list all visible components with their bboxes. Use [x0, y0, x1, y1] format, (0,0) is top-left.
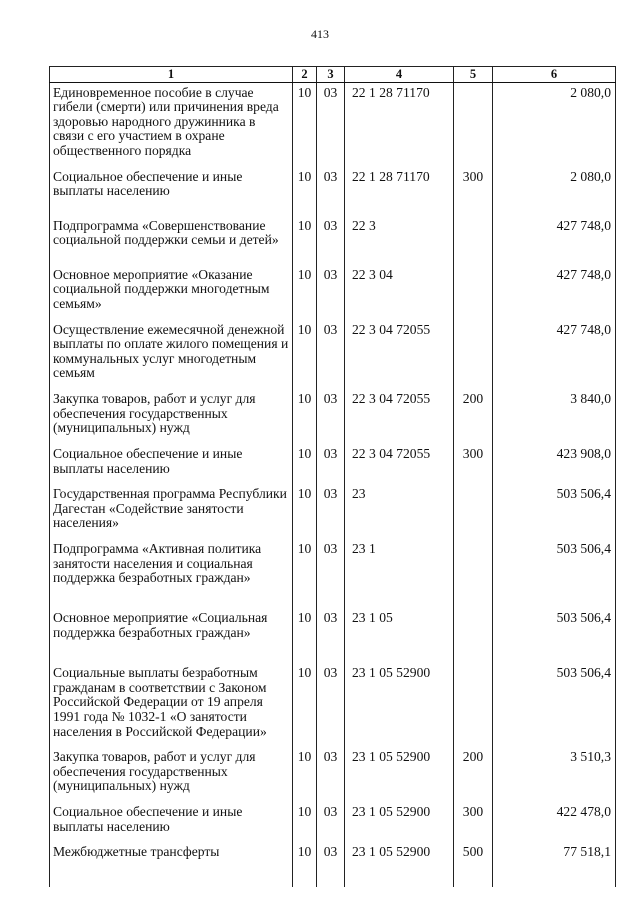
- row-subsection: 03: [317, 794, 345, 834]
- row-target-code: 23 1: [345, 531, 454, 600]
- table-row: [50, 476, 616, 531]
- row-target-code: 23 1 05 52900: [345, 834, 454, 887]
- header-col-3: 3: [317, 67, 345, 83]
- row-subsection: 03: [317, 159, 345, 208]
- row-target-code: 22 3: [345, 208, 454, 257]
- row-name: Социальные выплаты безработным гражданам в соответствии с Законом Российской Федерации от 19 апреля 1991 года № 1032-1 «О занятости населения в Российской Федерации»: [50, 655, 293, 739]
- row-target-code: 23: [345, 476, 454, 531]
- row-section: 10: [293, 436, 317, 476]
- row-name: Подпрограмма «Активная политика занятости населения и социальная поддержка безработных граждан»: [50, 531, 293, 600]
- row-expense-type: [454, 312, 493, 381]
- row-section: 10: [293, 834, 317, 887]
- row-expense-type: [454, 82, 493, 158]
- row-expense-type: 300: [454, 794, 493, 834]
- row-expense-type: 500: [454, 834, 493, 887]
- row-target-code: 22 1 28 71170: [345, 82, 454, 158]
- row-name: Единовременное пособие в случае гибели (смерти) или причинения вреда здоровью народного дружинника в связи с его участием в охране общественного порядка: [50, 82, 293, 158]
- table-row: [50, 655, 616, 739]
- row-expense-type: 300: [454, 159, 493, 208]
- table-row: [50, 436, 616, 476]
- row-amount: 3 840,0: [493, 381, 616, 436]
- header-row: [50, 67, 616, 83]
- row-section: 10: [293, 531, 317, 600]
- row-amount: 503 506,4: [493, 655, 616, 739]
- row-name: Основное мероприятие «Оказание социальной поддержки многодетным семьям»: [50, 257, 293, 312]
- table-row: [50, 257, 616, 312]
- row-expense-type: 200: [454, 381, 493, 436]
- row-amount: 422 478,0: [493, 794, 616, 834]
- table-row: [50, 739, 616, 794]
- row-subsection: 03: [317, 436, 345, 476]
- header-col-1: 1: [50, 67, 293, 83]
- row-target-code: 22 3 04 72055: [345, 312, 454, 381]
- table-row: [50, 208, 616, 257]
- table-row: [50, 531, 616, 600]
- row-subsection: 03: [317, 476, 345, 531]
- row-amount: 2 080,0: [493, 159, 616, 208]
- row-name: Закупка товаров, работ и услуг для обеспечения государственных (муниципальных) нужд: [50, 739, 293, 794]
- page-number: 413: [311, 27, 329, 41]
- row-amount: 503 506,4: [493, 600, 616, 655]
- table-row: [50, 834, 616, 887]
- row-section: 10: [293, 159, 317, 208]
- row-target-code: 23 1 05 52900: [345, 794, 454, 834]
- row-section: 10: [293, 739, 317, 794]
- row-target-code: 23 1 05 52900: [345, 655, 454, 739]
- row-section: 10: [293, 208, 317, 257]
- row-section: 10: [293, 476, 317, 531]
- row-amount: 427 748,0: [493, 257, 616, 312]
- row-name: Основное мероприятие «Социальная поддержка безработных граждан»: [50, 600, 293, 655]
- row-section: 10: [293, 794, 317, 834]
- row-expense-type: [454, 531, 493, 600]
- row-expense-type: 200: [454, 739, 493, 794]
- row-target-code: 23 1 05: [345, 600, 454, 655]
- table-row: [50, 312, 616, 381]
- row-subsection: 03: [317, 739, 345, 794]
- row-target-code: 22 1 28 71170: [345, 159, 454, 208]
- row-amount: 503 506,4: [493, 476, 616, 531]
- row-subsection: 03: [317, 655, 345, 739]
- row-target-code: 22 3 04 72055: [345, 436, 454, 476]
- row-target-code: 22 3 04 72055: [345, 381, 454, 436]
- header-col-5: 5: [454, 67, 493, 83]
- row-subsection: 03: [317, 208, 345, 257]
- row-amount: 427 748,0: [493, 312, 616, 381]
- row-name: Государственная программа Республики Дагестан «Содействие занятости населения»: [50, 476, 293, 531]
- row-expense-type: [454, 257, 493, 312]
- row-section: 10: [293, 381, 317, 436]
- table-row: [50, 600, 616, 655]
- row-amount: 77 518,1: [493, 834, 616, 887]
- row-subsection: 03: [317, 82, 345, 158]
- row-amount: 423 908,0: [493, 436, 616, 476]
- row-expense-type: [454, 208, 493, 257]
- row-amount: 427 748,0: [493, 208, 616, 257]
- row-amount: 3 510,3: [493, 739, 616, 794]
- table-row: [50, 159, 616, 208]
- row-subsection: 03: [317, 531, 345, 600]
- row-subsection: 03: [317, 834, 345, 887]
- row-name: Социальное обеспечение и иные выплаты населению: [50, 436, 293, 476]
- row-section: 10: [293, 655, 317, 739]
- row-subsection: 03: [317, 257, 345, 312]
- row-target-code: 23 1 05 52900: [345, 739, 454, 794]
- row-subsection: 03: [317, 312, 345, 381]
- row-target-code: 22 3 04: [345, 257, 454, 312]
- header-col-6: 6: [493, 67, 616, 83]
- row-expense-type: 300: [454, 436, 493, 476]
- header-col-2: 2: [293, 67, 317, 83]
- budget-table: [49, 66, 616, 887]
- row-section: 10: [293, 257, 317, 312]
- row-section: 10: [293, 600, 317, 655]
- row-section: 10: [293, 312, 317, 381]
- row-subsection: 03: [317, 600, 345, 655]
- row-name: Межбюджетные трансферты: [50, 834, 293, 887]
- row-name: Социальное обеспечение и иные выплаты населению: [50, 794, 293, 834]
- row-expense-type: [454, 655, 493, 739]
- row-name: Подпрограмма «Совершенствование социальной поддержки семьи и детей»: [50, 208, 293, 257]
- row-name: Закупка товаров, работ и услуг для обеспечения государственных (муниципальных) нужд: [50, 381, 293, 436]
- row-name: Социальное обеспечение и иные выплаты населению: [50, 159, 293, 208]
- row-name: Осуществление ежемесячной денежной выплаты по оплате жилого помещения и коммунальных услуг многодетным семьям: [50, 312, 293, 381]
- row-amount: 503 506,4: [493, 531, 616, 600]
- row-amount: 2 080,0: [493, 82, 616, 158]
- row-expense-type: [454, 476, 493, 531]
- table-row: [50, 794, 616, 834]
- table-row: [50, 381, 616, 436]
- row-expense-type: [454, 600, 493, 655]
- row-subsection: 03: [317, 381, 345, 436]
- row-section: 10: [293, 82, 317, 158]
- header-col-4: 4: [345, 67, 454, 83]
- table-row: [50, 82, 616, 158]
